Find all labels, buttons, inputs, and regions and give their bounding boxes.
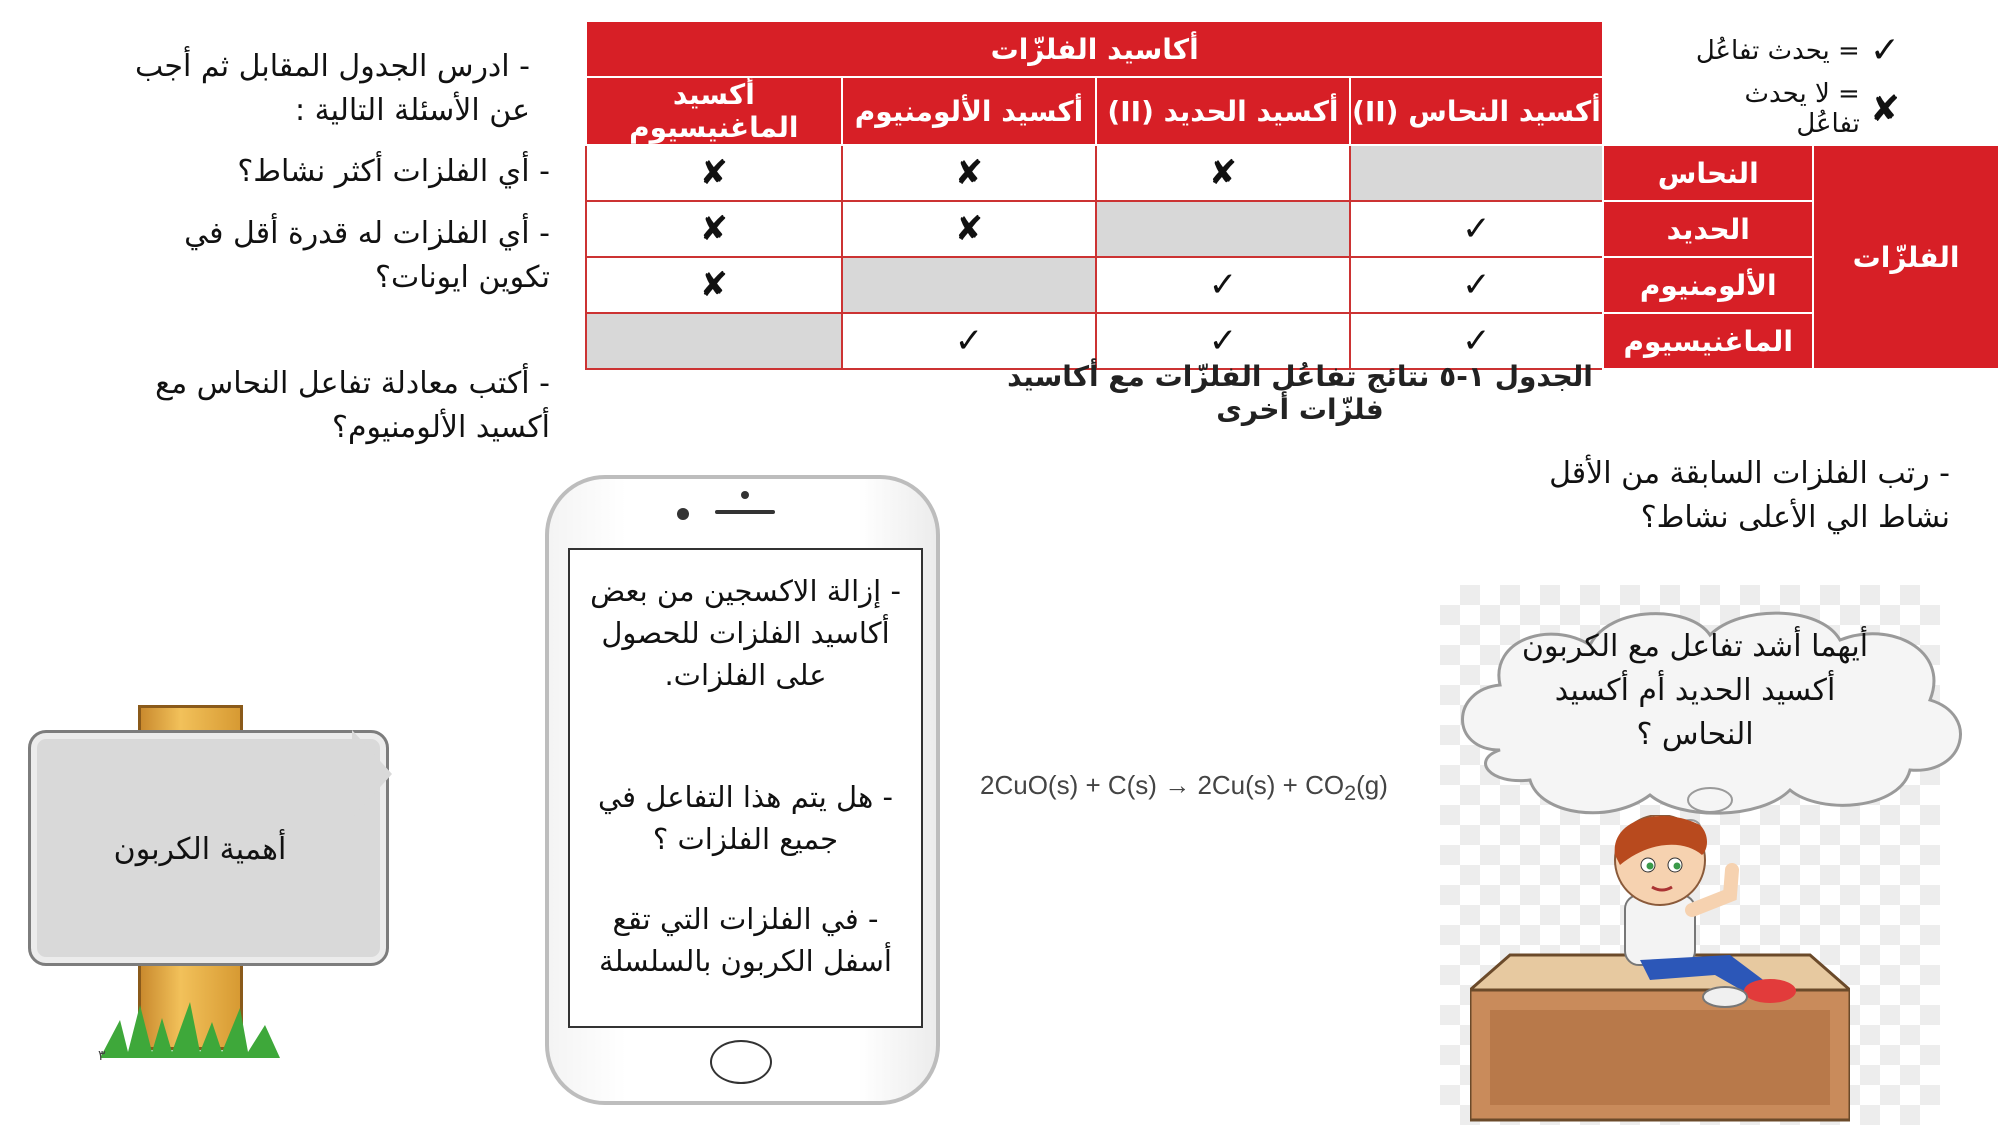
equation-subscript: 2 xyxy=(1344,780,1357,806)
grass-icon xyxy=(100,1000,280,1060)
table-cell: ✘ xyxy=(842,201,1097,257)
table-cell: ✓ xyxy=(1350,201,1604,257)
phone-camera-dot xyxy=(677,508,689,520)
table-cell xyxy=(842,257,1097,313)
col-header-iron-oxide: أكسيد الحديد (II) xyxy=(1096,77,1349,145)
table-cell: ✓ xyxy=(1096,313,1349,369)
table-cell: ✘ xyxy=(842,145,1097,201)
legend-no-text: = لا يحدث تفاعُل xyxy=(1744,79,1860,139)
row-header-iron: الحديد xyxy=(1603,201,1813,257)
question-most-active: - أي الفلزات أكثر نشاط؟ xyxy=(237,154,550,189)
phone-text-below-carbon: - في الفلزات التي تقع أسفل الكربون بالسلسلة xyxy=(599,902,892,978)
table-cell: ✓ xyxy=(1096,257,1349,313)
table-cell xyxy=(1096,201,1349,257)
col-header-magnesium-oxide: أكسيد الماغنيسيوم xyxy=(586,77,842,145)
equation-reactants: 2CuO(s) + C(s) xyxy=(980,770,1157,800)
phone-home-button xyxy=(710,1040,772,1084)
sign-label: أهمية الكربون xyxy=(113,832,287,867)
question-study-table: - ادرس الجدول المقابل ثم أجب عن الأسئلة التالية : xyxy=(134,49,530,128)
question-least-ions: - أي الفلزات له قدرة أقل في تكوين ايونات؟ xyxy=(184,216,550,295)
table-cell: ✓ xyxy=(1350,313,1604,369)
chemical-equation xyxy=(980,770,1420,806)
sign-arrow-tip xyxy=(352,730,392,818)
table-cell xyxy=(1350,145,1604,201)
phone-sensor-dot xyxy=(741,491,749,499)
table-cell: ✘ xyxy=(586,201,842,257)
boy-illustration xyxy=(1470,815,1850,1125)
reaction-arrow-icon: → xyxy=(1164,770,1191,800)
table-cell: ✓ xyxy=(1350,257,1604,313)
question-write-equation: - أكتب معادلة تفاعل النحاس مع أكسيد الألومنيوم؟ xyxy=(155,366,550,445)
col-header-copper-oxide: أكسيد النحاس (II) xyxy=(1350,77,1604,145)
reaction-table xyxy=(585,20,2000,370)
check-icon: ✓ xyxy=(1869,30,1900,71)
phone-text-all-metals: - هل يتم هذا التفاعل في جميع الفلزات ؟ xyxy=(598,780,893,856)
phone-text-oxygen-removal: - إزالة الاكسجين من بعض أكاسيد الفلزات للحصول على الفلزات. xyxy=(590,574,901,692)
legend-yes-text: = يحدث تفاعُل xyxy=(1695,35,1860,66)
table-cell: ✓ xyxy=(842,313,1097,369)
oxides-header: أكاسيد الفلزّات xyxy=(586,21,1603,77)
thought-cloud-text: أيهما أشد تفاعل مع الكربون أكسيد الحديد أم أكسيد النحاس ؟ xyxy=(1521,629,1869,752)
equation-state: (g) xyxy=(1356,770,1388,800)
table-cell: ✘ xyxy=(1096,145,1349,201)
metals-header: الفلزّات xyxy=(1813,145,1999,369)
row-header-aluminium: الألومنيوم xyxy=(1603,257,1813,313)
row-header-copper: النحاس xyxy=(1603,145,1813,201)
row-header-magnesium: الماغنيسيوم xyxy=(1603,313,1813,369)
phone-speaker xyxy=(715,510,775,514)
sign-corner-mark: ٣ xyxy=(98,1048,106,1064)
equation-products: 2Cu(s) + CO xyxy=(1197,770,1345,800)
col-header-aluminium-oxide: أكسيد الألومنيوم xyxy=(842,77,1097,145)
table-cell: ✘ xyxy=(586,145,842,201)
cross-icon: ✘ xyxy=(1869,88,1900,130)
table-cell: ✘ xyxy=(586,257,842,313)
question-rank-metals: - رتب الفلزات السابقة من الأقل نشاط الي الأعلى نشاط؟ xyxy=(1549,456,1950,535)
table-caption: الجدول ١-٥ نتائج تفاعُل الفلزّات مع أكاسيد فلزّات أخرى xyxy=(1007,360,1593,426)
table-cell xyxy=(586,313,842,369)
